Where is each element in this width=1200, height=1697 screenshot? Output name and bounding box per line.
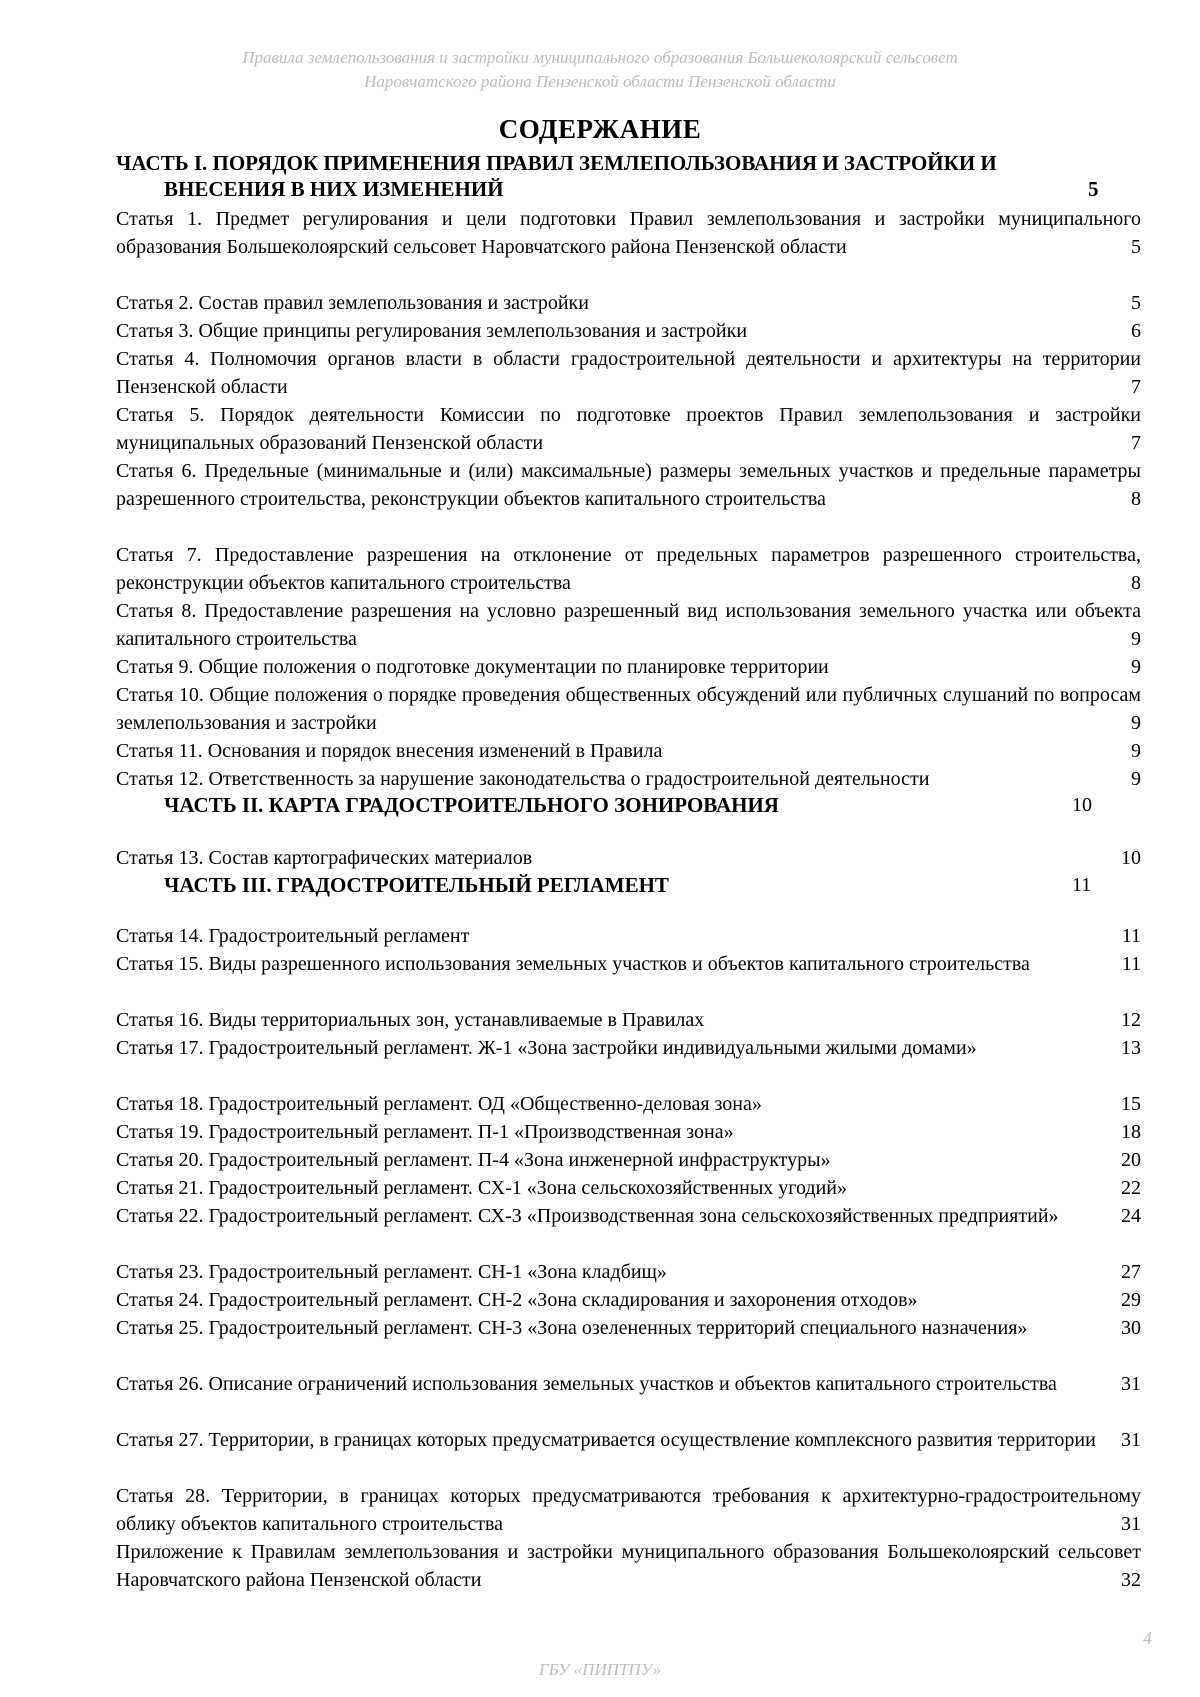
toc-entry-1-text: Статья 1. Предмет регулирования и цели подготовки Правил землепользования и застройки муниципального образования Большеколоярский сельсовет Наровчатского района Пензенской области xyxy=(116,208,1141,258)
toc-part-1-page: 5 xyxy=(1088,177,1099,201)
toc-entry-26-page: 31 xyxy=(1115,1370,1141,1398)
toc-entry-1[interactable] xyxy=(116,205,1141,261)
toc-entry-3-page: 6 xyxy=(1125,317,1141,345)
toc-entry-20[interactable] xyxy=(116,1146,1141,1174)
toc-entry-16-text: Статья 16. Виды территориальных зон, устанавливаемые в Правилах xyxy=(116,1009,705,1031)
toc-entry-17-page: 13 xyxy=(1115,1034,1141,1062)
toc-entry-25-page: 30 xyxy=(1115,1314,1141,1342)
toc-entry-22-text: Статья 22. Градостроительный регламент. СХ-3 «Производственная зона сельскохозяйственных предприятий» xyxy=(116,1205,1059,1227)
toc-entry-10-text: Статья 10. Общие положения о порядке проведения общественных обсуждений или публичных слушаний по вопросам землепользования и застройки xyxy=(116,684,1141,734)
toc-entry-9-text: Статья 9. Общие положения о подготовке документации по планировке территории xyxy=(116,656,829,678)
toc-entry-2[interactable] xyxy=(116,289,1141,317)
toc-entry-22[interactable] xyxy=(116,1202,1141,1230)
toc-entry-4-page: 7 xyxy=(1125,373,1141,401)
toc-entry-12-text: Статья 12. Ответственность за нарушение законодательства о градостроительной деятельности xyxy=(116,768,930,790)
toc-entry-21-page: 22 xyxy=(1115,1174,1141,1202)
toc-entry-14[interactable] xyxy=(116,922,1141,950)
toc-part-3-text: ЧАСТЬ III. ГРАДОСТРОИТЕЛЬНЫЙ РЕГЛАМЕНТ xyxy=(164,873,669,897)
toc-entry-7-page: 8 xyxy=(1125,569,1141,597)
toc-entry-11-text: Статья 11. Основания и порядок внесения изменений в Правила xyxy=(116,740,663,762)
toc-entry-4[interactable] xyxy=(116,345,1141,401)
toc-entry-28-page: 31 xyxy=(1115,1510,1141,1538)
toc-entry-8-text: Статья 8. Предоставление разрешения на условно разрешенный вид использования земельного участка или объекта капитального строительства xyxy=(116,600,1141,650)
toc-entry-9-page: 9 xyxy=(1125,653,1141,681)
toc-entry-15-text: Статья 15. Виды разрешенного использования земельных участков и объектов капитального строительства xyxy=(116,953,1030,975)
toc-entry-23-text: Статья 23. Градостроительный регламент. СН-1 «Зона кладбищ» xyxy=(116,1261,667,1283)
toc-part-2-text: ЧАСТЬ II. КАРТА ГРАДОСТРОИТЕЛЬНОГО ЗОНИРОВАНИЯ xyxy=(164,793,779,817)
toc-entry-9[interactable] xyxy=(116,653,1141,681)
toc-entry-19[interactable] xyxy=(116,1118,1141,1146)
toc-part-3-page: 11 xyxy=(1072,874,1092,896)
toc-entry-15[interactable] xyxy=(116,950,1141,978)
toc-part-1-line1: ЧАСТЬ I. ПОРЯДОК ПРИМЕНЕНИЯ ПРАВИЛ ЗЕМЛЕПОЛЬЗОВАНИЯ И ЗАСТРОЙКИ И xyxy=(116,151,997,175)
toc-entry-20-page: 20 xyxy=(1115,1146,1141,1174)
toc-entry-12[interactable] xyxy=(116,765,1141,793)
toc-entry-6-text: Статья 6. Предельные (минимальные и (или) максимальные) размеры земельных участков и предельные параметры разрешенного строительства, реконструкции объектов капитального строительства xyxy=(116,460,1141,510)
toc-part-1-text xyxy=(116,150,1141,202)
toc-entry-13[interactable] xyxy=(116,844,1141,872)
toc-part-1-line2: ВНЕСЕНИЯ В НИХ ИЗМЕНЕНИЙ xyxy=(164,177,504,201)
toc-entry-2-page: 5 xyxy=(1125,289,1141,317)
toc-entry-24-page: 29 xyxy=(1115,1286,1141,1314)
toc-entry-18-page: 15 xyxy=(1115,1090,1141,1118)
toc-entry-6[interactable] xyxy=(116,457,1141,513)
running-header-line1: Правила землепользования и застройки муниципального образования Большеколоярский сельсовет xyxy=(242,48,958,67)
toc-entry-7[interactable] xyxy=(116,541,1141,597)
contents-title: СОДЕРЖАНИЕ xyxy=(498,114,702,144)
toc-entry-23-page: 27 xyxy=(1115,1258,1141,1286)
toc-entry-19-text: Статья 19. Градостроительный регламент. П-1 «Производственная зона» xyxy=(116,1121,734,1143)
running-header-line2: Наровчатского района Пензенской области Пензенской области xyxy=(364,72,836,91)
toc-entry-25-text: Статья 25. Градостроительный регламент. СН-3 «Зона озелененных территорий специального назначения» xyxy=(116,1317,1028,1339)
toc-entry-10[interactable] xyxy=(116,681,1141,737)
toc-entry-11-page: 9 xyxy=(1125,737,1141,765)
toc-entry-27-page: 31 xyxy=(1115,1426,1141,1454)
toc-entry-8-page: 9 xyxy=(1125,625,1141,653)
toc-entry-29[interactable] xyxy=(116,1538,1141,1594)
toc-entry-28-text: Статья 28. Территории, в границах которых предусматриваются требования к архитектурно-градостроительному облику объектов капитального строительства xyxy=(116,1485,1141,1535)
toc-entry-28[interactable] xyxy=(116,1482,1141,1538)
toc-entry-23[interactable] xyxy=(116,1258,1141,1286)
toc-entry-25[interactable] xyxy=(116,1314,1141,1342)
toc-entry-18[interactable] xyxy=(116,1090,1141,1118)
toc-entry-27[interactable] xyxy=(116,1426,1141,1454)
toc-entry-5-page: 7 xyxy=(1125,429,1141,457)
toc-entry-21[interactable] xyxy=(116,1174,1141,1202)
toc-entry-11[interactable] xyxy=(116,737,1141,765)
toc-entry-22-page: 24 xyxy=(1115,1202,1141,1230)
toc-entry-4-text: Статья 4. Полномочия органов власти в области градостроительной деятельности и архитектуры на территории Пензенской области xyxy=(116,348,1141,398)
toc-entry-16[interactable] xyxy=(116,1006,1141,1034)
toc-part-2-page: 10 xyxy=(1072,794,1092,816)
toc-part-2[interactable] xyxy=(164,792,1104,818)
toc-entry-20-text: Статья 20. Градостроительный регламент. П-4 «Зона инженерной инфраструктуры» xyxy=(116,1149,831,1171)
toc-entry-10-page: 9 xyxy=(1125,709,1141,737)
toc-entry-12-page: 9 xyxy=(1125,765,1141,793)
toc-entry-24-text: Статья 24. Градостроительный регламент. СН-2 «Зона складирования и захоронения отходов» xyxy=(116,1289,918,1311)
toc-entry-3[interactable] xyxy=(116,317,1141,345)
toc-entry-29-text: Приложение к Правилам землепользования и застройки муниципального образования Большеколоярский сельсовет Наровчатского района Пензенской области xyxy=(116,1541,1141,1591)
toc-entry-7-text: Статья 7. Предоставление разрешения на отклонение от предельных параметров разрешенного строительства, реконструкции объектов капитального строительства xyxy=(116,544,1141,594)
toc-entry-29-page: 32 xyxy=(1115,1566,1141,1594)
toc-entry-14-text: Статья 14. Градостроительный регламент xyxy=(116,925,470,947)
toc-entry-24[interactable] xyxy=(116,1286,1141,1314)
toc-entry-13-text: Статья 13. Состав картографических материалов xyxy=(116,847,533,869)
toc-entry-8[interactable] xyxy=(116,597,1141,653)
toc-entry-16-page: 12 xyxy=(1115,1006,1141,1034)
toc-part-3[interactable] xyxy=(164,872,1104,898)
toc-entry-6-page: 8 xyxy=(1125,485,1141,513)
toc-part-1[interactable] xyxy=(116,150,1141,202)
footer-organization: ГБУ «ПИПТПУ» xyxy=(538,1660,662,1679)
page-number: 4 xyxy=(1143,1628,1152,1648)
toc-entry-13-page: 10 xyxy=(1115,844,1141,872)
toc-entry-15-page: 11 xyxy=(1116,950,1141,978)
toc-entry-3-text: Статья 3. Общие принципы регулирования землепользования и застройки xyxy=(116,320,748,342)
toc-entry-17[interactable] xyxy=(116,1034,1141,1062)
toc-entry-14-page: 11 xyxy=(1116,922,1141,950)
toc-entry-19-page: 18 xyxy=(1115,1118,1141,1146)
running-header xyxy=(0,46,1200,94)
toc-entry-2-text: Статья 2. Состав правил землепользования и застройки xyxy=(116,292,589,314)
toc-entry-26[interactable] xyxy=(116,1370,1141,1398)
toc-entry-5[interactable] xyxy=(116,401,1141,457)
toc-entry-27-text: Статья 27. Территории, в границах которых предусматривается осуществление комплексного развития территории xyxy=(116,1429,1096,1451)
toc-entry-17-text: Статья 17. Градостроительный регламент. Ж-1 «Зона застройки индивидуальными жилыми домами» xyxy=(116,1037,977,1059)
toc-entry-18-text: Статья 18. Градостроительный регламент. ОД «Общественно-деловая зона» xyxy=(116,1093,762,1115)
toc-entry-21-text: Статья 21. Градостроительный регламент. СХ-1 «Зона сельскохозяйственных угодий» xyxy=(116,1177,847,1199)
toc-entry-1-page: 5 xyxy=(1125,233,1141,261)
toc-entry-26-text: Статья 26. Описание ограничений использования земельных участков и объектов капитального строительства xyxy=(116,1373,1057,1395)
toc-entry-5-text: Статья 5. Порядок деятельности Комиссии по подготовке проектов Правил землепользования и застройки муниципальных образований Пензенской области xyxy=(116,404,1141,454)
